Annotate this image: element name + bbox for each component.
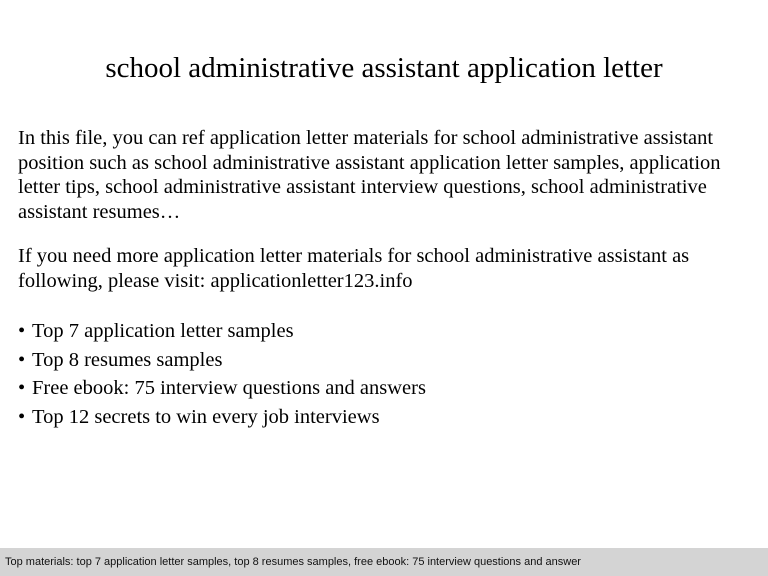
footer-text: Top materials: top 7 application letter samples, top 8 resumes samples, free ebook: 75 interview questions and answer (5, 556, 581, 568)
intro-paragraph: In this file, you can ref application letter materials for school administrative assistant position such as school administrative assistant application letter samples, application letter tips, school administrative assistant interview questions, school administrative assistant resumes… (18, 127, 721, 223)
bullet-icon: • (18, 348, 26, 371)
bullet-text: Top 8 resumes samples (32, 348, 223, 371)
bullet-icon: • (18, 405, 26, 428)
visit-paragraph: If you need more application letter materials for school administrative assistant as following, please visit: applicationletter123.info (18, 245, 690, 292)
bullet-text: Top 12 secrets to win every job interviews (32, 405, 380, 428)
footer-bar (0, 548, 768, 576)
bullet-item (18, 346, 753, 375)
slide-title: school administrative assistant application letter (105, 52, 663, 84)
bullet-icon: • (18, 377, 26, 399)
bullet-icon: • (18, 320, 26, 342)
bullet-text: Top 7 application letter samples (32, 320, 294, 342)
bullet-item (18, 317, 753, 346)
bullet-text: Free ebook: 75 interview questions and answers (32, 377, 426, 399)
bullet-item (18, 403, 753, 432)
bullet-item (18, 374, 753, 403)
bullet-list (18, 317, 753, 431)
slide-body (18, 126, 753, 431)
